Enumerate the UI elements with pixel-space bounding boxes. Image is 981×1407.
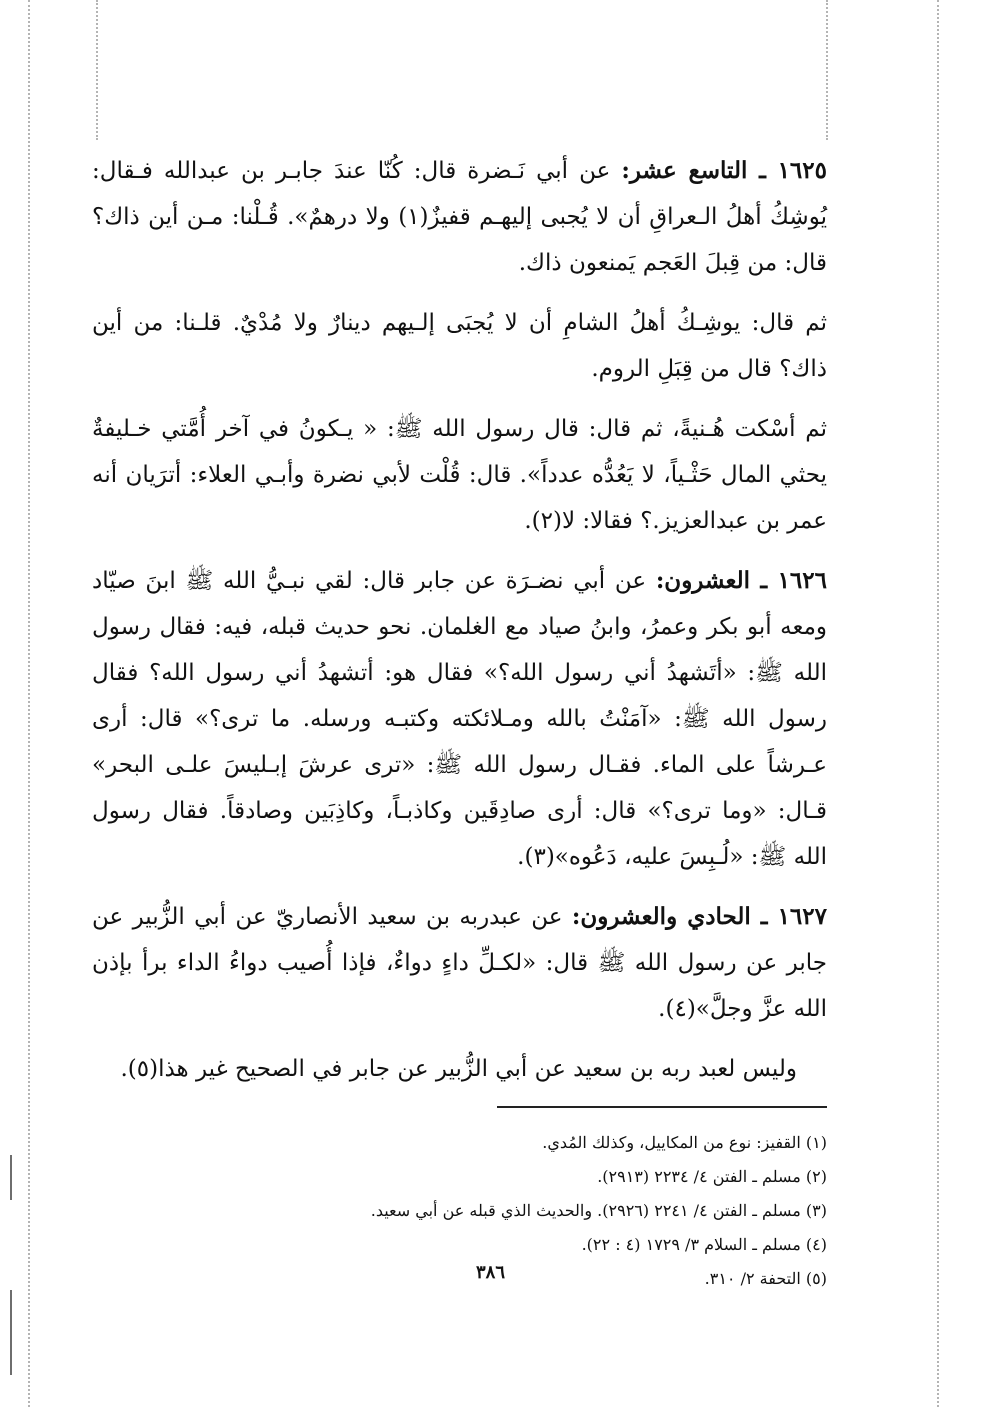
footnote-4: (٤) مسلم ـ السلام ٣/ ١٧٢٩ (٤ : ٢٢). bbox=[581, 1235, 827, 1254]
scan-guide-inner-right bbox=[826, 0, 828, 140]
hadith-1625-continuation-1-text: ثم قال: يوشِـكُ أهلُ الشامِ أن لا يُجبَى إلـيهم دينارٌ ولا مُدْيٌ. قلـنا: من أين ذاك؟ قال من قِبَلِ الروم. bbox=[92, 310, 827, 382]
page-number: ٣٨٦ bbox=[475, 1262, 505, 1283]
hadith-1627-text: عن عبدربه بن سعيد الأنصاريّ عن أبي الزُّبير عن جابر عن رسول الله ﷺ قال: «لكـلِّ داءٍ دواءٌ، فإذا أُصيب دواءُ الداء برأ بإذن الله عزَّ وجلَّ»(٤). bbox=[92, 904, 827, 1022]
scan-guide-right bbox=[937, 0, 939, 1407]
closing-note-paragraph bbox=[92, 1046, 827, 1092]
hadith-1625-continuation-1 bbox=[92, 300, 827, 392]
footnote-5: (٥) التحفة ٢/ ٣١٠. bbox=[704, 1269, 827, 1288]
footnote-1: (١) القفيز: نوع من المكاييل، وكذلك المُدي. bbox=[542, 1133, 827, 1152]
hadith-1625-text: عن أبي نَـضرة قال: كُنّا عندَ جابـر بن عبدالله فـقال: يُوشِكُ أهلُ الـعراقِ أن لا يُجبى إليهـم قفيزٌ(١) ولا درهمٌ». قُـلْنا: مـن أين ذاك؟ قال: من قِبلَ العَجم يَمنعون ذاك. bbox=[92, 158, 827, 276]
footnote-divider bbox=[497, 1106, 827, 1108]
hadith-1625-continuation-2 bbox=[92, 406, 827, 544]
scan-edge-mark bbox=[10, 1290, 12, 1375]
footnote-2: (٢) مسلم ـ الفتن ٤/ ٢٢٣٤ (٢٩١٣). bbox=[597, 1167, 827, 1186]
hadith-1626-heading: ١٦٢٦ ـ العشرون: bbox=[655, 567, 827, 594]
scan-edge-mark bbox=[10, 1155, 12, 1200]
book-page bbox=[92, 148, 827, 1296]
hadith-1627-paragraph bbox=[92, 894, 827, 1032]
scan-guide-left bbox=[28, 0, 30, 1407]
hadith-1625-continuation-2-text: ثم أسْكت هُـنيةً، ثم قال: قال رسول الله ﷺ: « يـكونُ في آخر أُمَّتي خـليفةٌ يحثي المال حَثْـياً، لا يَعُدُّه عدداً». قال: قُلْت لأبي نضرة وأبـي العلاء: أترَيان أنه عمر بن عبدالعزيز.؟ فقالا: لا(٢). bbox=[92, 416, 827, 534]
footnote-3: (٣) مسلم ـ الفتن ٤/ ٢٢٤١ (٢٩٢٦). والحديث الذي قبله عن أبي سعيد. bbox=[370, 1201, 827, 1220]
hadith-1627-heading: ١٦٢٧ ـ الحادي والعشرون: bbox=[571, 903, 827, 930]
hadith-1625-heading: ١٦٢٥ ـ التاسع عشر: bbox=[621, 157, 827, 184]
closing-note-text: وليس لعبد ربه بن سعيد عن أبي الزُّبير عن جابر في الصحيح غير هذا(٥). bbox=[120, 1056, 797, 1082]
hadith-1626-paragraph bbox=[92, 558, 827, 880]
scan-guide-inner-left bbox=[96, 0, 98, 140]
hadith-1625-paragraph bbox=[92, 148, 827, 286]
hadith-1626-text: عن أبي نضـرَة عن جابر قال: لقي نبـيُّ الله ﷺ ابنَ صيّاد ومعه أبو بكر وعمرُ، وابنُ صياد مع الغلمان. نحو حديث قبله، فيه: فقال رسول الله ﷺ: «أتَشهدُ أني رسول الله؟» فقال هو: أتشهدُ أني رسول الله؟ فقال رسول الله ﷺ: «آمَنْتُ بالله ومـلائكته وكتبـه ورسله. ما ترى؟» قال: أرى عـرشاً على الماء. فقـال رسول الله ﷺ: «ترى عرشَ إبـليسَ علـى البحر» قـال: «وما ترى؟» قال: أرى صادِقَين وكاذبـاً، وكاذِبَين وصادقاً. فقال رسول الله ﷺ: «لُـبِسَ عليه، دَعُوه»(٣). bbox=[92, 568, 827, 870]
